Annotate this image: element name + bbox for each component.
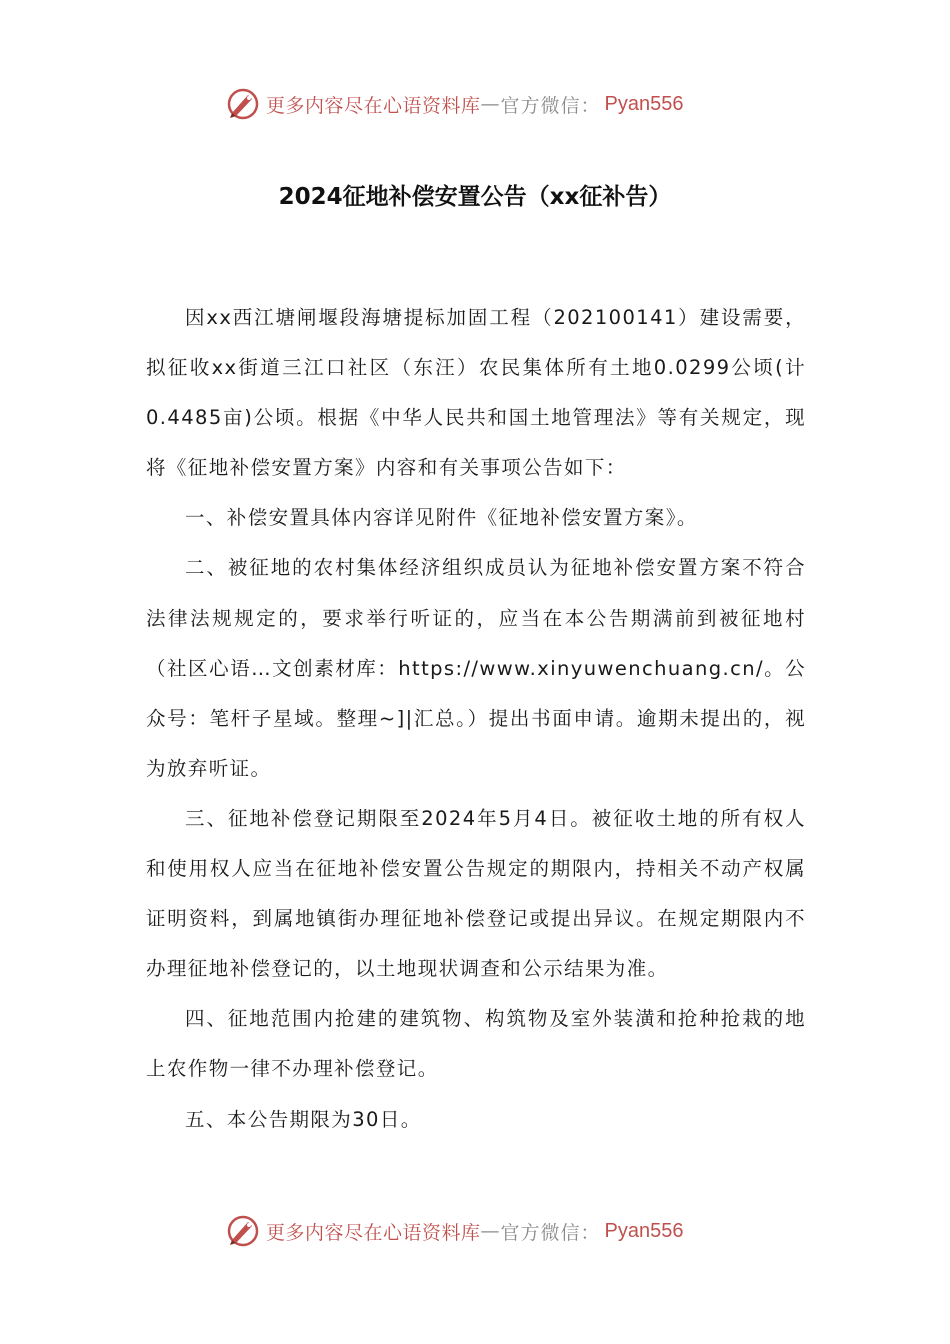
watermark-wechat-id: Pyan556 bbox=[604, 1219, 684, 1242]
footer-watermark bbox=[226, 1211, 684, 1251]
watermark-main-text: 更多内容尽在心语资料库 bbox=[266, 94, 481, 117]
paragraph-item-2: 二、被征地的农村集体经济组织成员认为征地补偿安置方案不符合法律法规规定的，要求举行听证的，应当在本公告期满前到被征地村（社区心语…文创素材库：https://www.xinyuwenchuang.cn/。公众号：笔杆子星域。整理~]|汇总。）提出书面申请。逾期未提出的，视为放弃听证。 bbox=[146, 556, 806, 780]
paragraph-item-4: 四、征地范围内抢建的建筑物、构筑物及室外装潢和抢种抢栽的地上农作物一律不办理补偿登记。 bbox=[146, 1007, 806, 1081]
watermark-dash: — bbox=[480, 93, 501, 115]
paragraph-item-3: 三、征地补偿登记期限至2024年5月4日。被征收土地的所有权人和使用权人应当在征地补偿安置公告规定的期限内，持相关不动产权属证明资料，到属地镇街办理征地补偿登记或提出异议。在规定期限内不办理征地补偿登记的，以土地现状调查和公示结果为准。 bbox=[146, 806, 806, 981]
watermark-dash: — bbox=[480, 1220, 501, 1242]
watermark-official-label: 官方微信： bbox=[500, 1221, 601, 1244]
paragraph-intro: 因xx西江塘闸堰段海塘提标加固工程（202100141）建设需要，拟征收xx街道三江口社区（东汪）农民集体所有土地0.0299公顷(计0.4485亩)公顷。根据《中华人民共和国土地管理法》等有关规定，现将《征地补偿安置方案》内容和有关事项公告如下： bbox=[146, 306, 806, 480]
document-title: 2024征地补偿安置公告（xx征补告） bbox=[278, 184, 672, 210]
watermark-main-text: 更多内容尽在心语资料库 bbox=[266, 1221, 481, 1244]
pen-logo-icon bbox=[226, 87, 260, 121]
document-body bbox=[146, 293, 806, 1145]
paragraph-item-5: 五、本公告期限为30日。 bbox=[185, 1107, 422, 1131]
pen-logo-icon bbox=[226, 1214, 260, 1248]
header-watermark bbox=[226, 84, 684, 124]
watermark-official-label: 官方微信： bbox=[500, 94, 601, 117]
watermark-wechat-id: Pyan556 bbox=[604, 92, 684, 115]
paragraph-item-1: 一、补偿安置具体内容详见附件《征地补偿安置方案》。 bbox=[185, 506, 698, 530]
